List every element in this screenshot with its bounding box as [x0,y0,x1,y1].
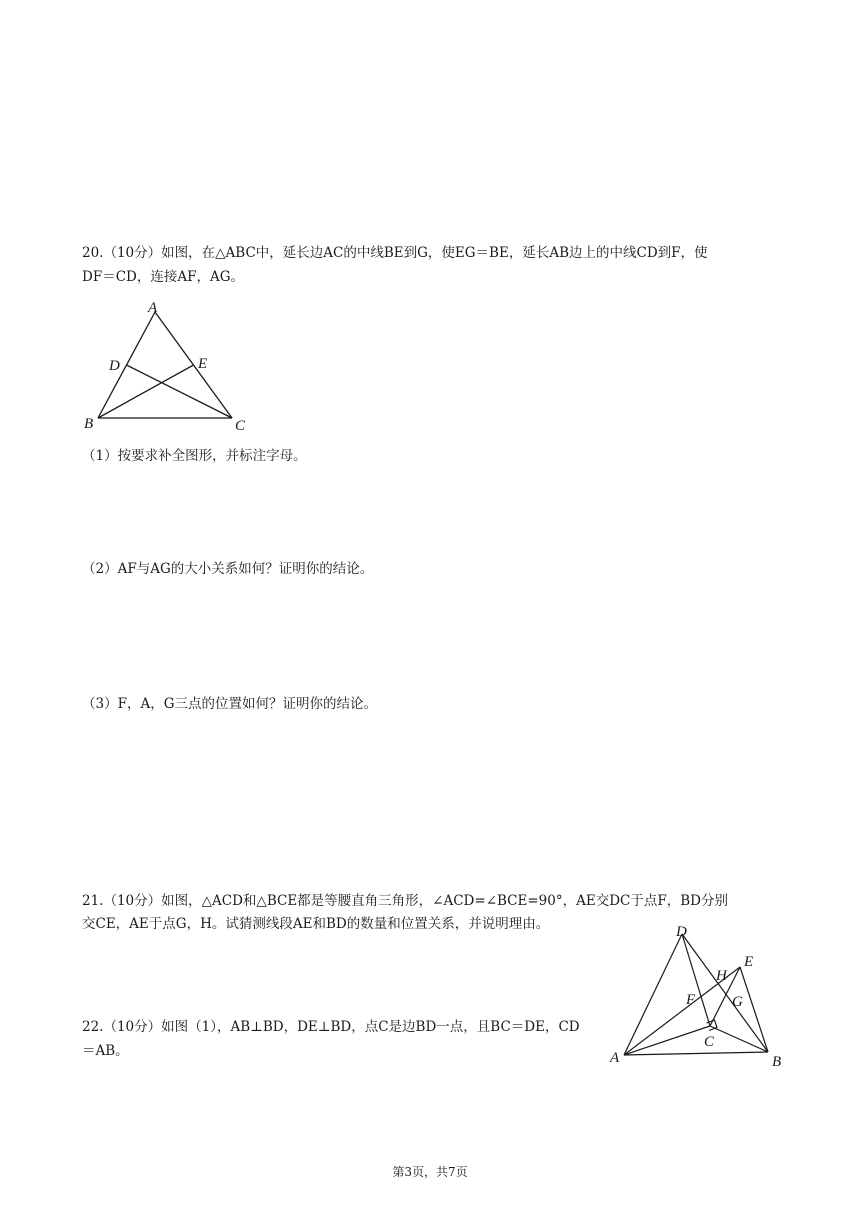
q21-label-C: C [704,1034,715,1050]
q20-label-C: C [235,418,246,434]
q21-label-H: H [716,968,727,984]
q21-label-E: E [744,954,754,970]
q20-label-E: E [198,356,208,372]
q21-segment-EB [740,967,768,1052]
q20-label-A: A [148,300,158,316]
q21-label-B: B [772,1054,782,1070]
q22-text-line-1: 22.（10分）如图（1），AB⊥BD，DE⊥BD，点C是边BD一点，且BC＝DE，CD [82,1019,580,1035]
q21-segment-AB [624,1052,768,1055]
q21-label-G: G [732,994,743,1010]
q21-segment-DC [682,934,710,1026]
q21-text-line-1: 21.（10分）如图，△ACD和△BCE都是等腰直角三角形，∠ACD=∠BCE=90°，AE交DC于点F，BD分别 [82,893,728,909]
q20-label-D: D [109,358,120,374]
q20-sub1: （1）按要求补全图形，并标注字母。 [82,448,307,464]
page-footer: 第3页，共7页 [392,1165,468,1179]
q21-segment-CB [710,1026,768,1052]
q20-triangle-figure [80,298,260,438]
q22-text-line-2: ＝AB。 [82,1043,129,1059]
q21-figure [606,920,796,1072]
q21-label-F: F [686,992,696,1008]
q20-sub3: （3）F，A，G三点的位置如何？证明你的结论。 [82,696,377,712]
q21-text-line-2: 交CE，AE于点G，H。试猜测线段AE和BD的数量和位置关系，并说明理由。 [82,916,550,932]
q21-label-D: D [676,924,687,940]
q20-text-line-1: 20.（10分）如图，在△ABC中，延长边AC的中线BE到G，使EG＝BE，延长AB边上的中线CD到F，使 [82,245,708,261]
q20-sub2: （2）AF与AG的大小关系如何？证明你的结论。 [82,561,374,577]
q21-label-A: A [610,1050,620,1066]
q21-segment-AC [624,1026,710,1055]
q20-label-B: B [84,416,94,432]
q20-text-line-2: DF＝CD，连接AF，AG。 [82,269,244,285]
q21-segment-AD [624,934,682,1055]
